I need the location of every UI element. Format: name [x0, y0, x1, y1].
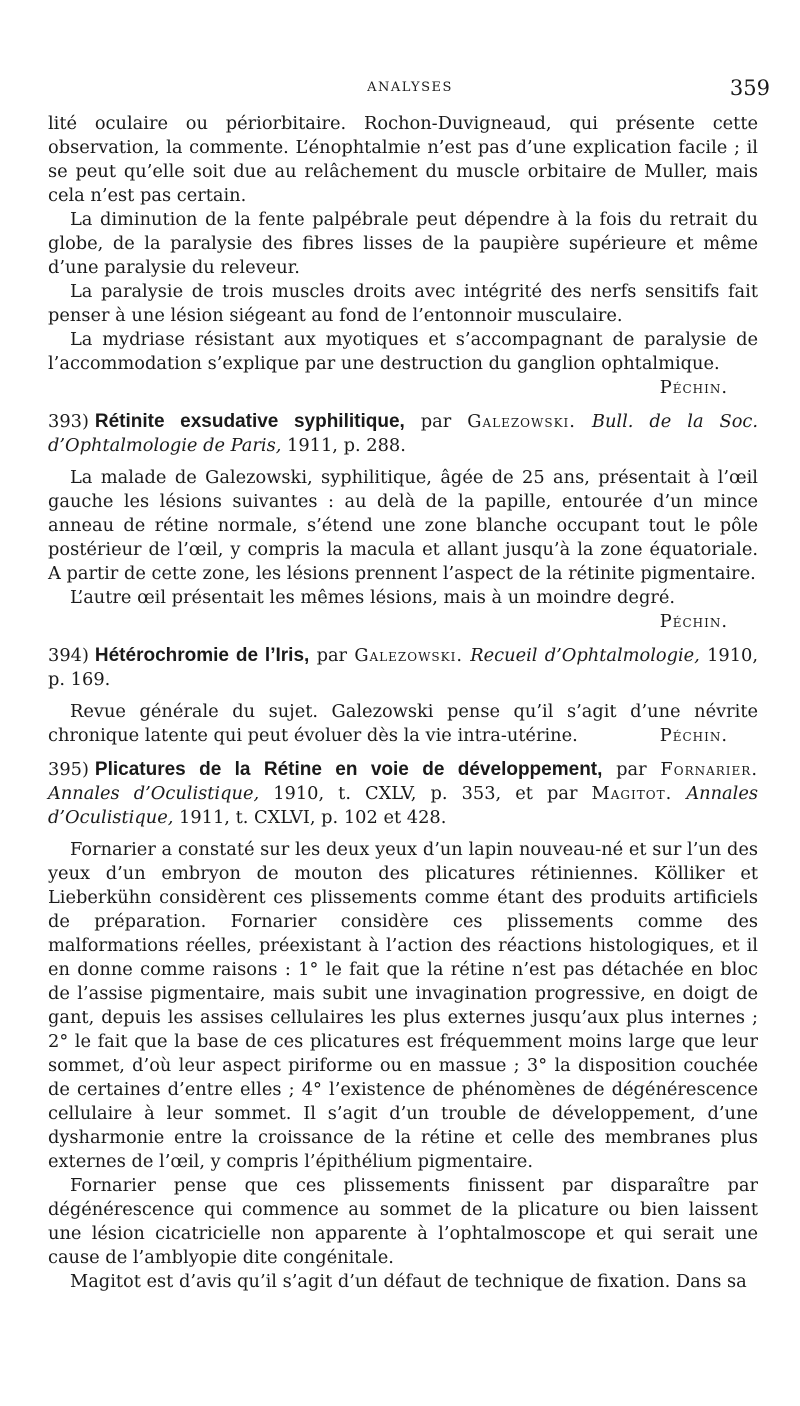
page-number: 359 — [729, 76, 770, 100]
paragraph: La diminution de la fente palpébrale peut dépendre à la fois du retrait du globe, de la paralysie des fibres lisses de la paupière supérieure et même d’une paralysie du releveur. — [48, 209, 758, 278]
entry-393 — [48, 410, 758, 634]
signature: Péchin. — [659, 725, 728, 746]
entry-source: Recueil d’Ophtalmologie, — [470, 645, 700, 666]
entry-number: 393) — [48, 411, 89, 432]
entry-heading — [48, 644, 758, 692]
entry-by: par — [420, 411, 452, 432]
entry-author: Fornarier. — [660, 759, 758, 780]
paragraph — [48, 700, 758, 748]
entry-source-2: Annales d’Oculistique, — [48, 783, 758, 828]
paragraph-text: Revue générale du sujet. Galezowski pense qu’il s’agit d’une névrite chronique latente qui peut évoluer dès la vie intra-utérine. — [48, 701, 758, 746]
entry-number: 395) — [48, 759, 89, 780]
text-column — [48, 112, 758, 1294]
entry-title: Rétinite exsudative syphilitique, — [94, 411, 405, 432]
paragraph: Fornarier pense que ces plissements finissent par disparaître par dégénérescence qui commence au sommet de la plicature ou bien laissent une lésion cicatricielle non apparente à l’ophtalmoscope et qui serait une cause de l’amblyopie dite congénitale. — [48, 1175, 758, 1268]
entry-by: par — [316, 645, 348, 666]
entry-author: Galezowski. — [467, 411, 576, 432]
entry-source-tail: 1911, p. 288. — [287, 435, 406, 456]
paragraph: Fornarier a constaté sur les deux yeux d’un lapin nouveau-né et sur l’un des yeux d’un embryon de mouton des plicatures rétiniennes. Kölliker et Lieberkühn considèrent ces plissements comme étant des produits artificiels de préparation. Fornarier considère ces plissements comme des malformations réelles, préexistant à l’action des réactions histologiques, et il en donne comme raisons : 1° le fait que la rétine n’est pas détachée en bloc de l’assise pigmentaire, mais subit une invagination progressive, en doigt de gant, depuis les assises cellulaires les plus externes jusqu’aux plus internes ; 2° le fait que la base de ces plicatures est fréquemment moins large que leur sommet, d’où leur aspect piriforme ou en massue ; 3° la disposition couchée de certaines d’entre elles ; 4° l’existence de phénomènes de dégénérescence cellulaire à leur sommet. Il s’agit d’un trouble de développement, d’une dysharmonie entre la croissance de la rétine et celle des membranes plus externes de l’œil, y compris l’épithélium pigmentaire. — [48, 839, 758, 1172]
paragraph: La mydriase résistant aux myotiques et s’accompagnant de paralysie de l’accommodation s’explique par une destruction du ganglion ophtalmique. — [48, 329, 758, 374]
entry-heading — [48, 758, 758, 830]
paragraph: La malade de Galezowski, syphilitique, âgée de 25 ans, présentait à l’œil gauche les lésions suivantes : au delà de la papille, entourée d’un mince anneau de rétine normale, s’étend une zone blanche occupant tout le pôle postérieur de l’œil, y compris la macula et allant jusqu’à la zone équatoriale. A partir de cette zone, les lésions prennent l’aspect de la rétinite pigmentaire. — [48, 467, 758, 584]
entry-title: Hétérochromie de l’Iris, — [94, 645, 310, 666]
paragraph: Magitot est d’avis qu’il s’agit d’un défaut de technique de fixation. Dans sa — [70, 1271, 747, 1292]
entry-author: Galezowski. — [354, 645, 463, 666]
page-header — [50, 76, 770, 110]
entry-source: Bull. de la Soc. d’Ophtalmologie de Paris, — [48, 411, 759, 456]
entry-source: Annales d’Oculistique, — [48, 783, 260, 804]
entry-source-2-tail: 1911, t. CXLVI, p. 102 et 428. — [179, 807, 447, 828]
entry-by: par — [616, 759, 647, 780]
entry-394 — [48, 644, 758, 748]
entry-number: 394) — [48, 645, 89, 666]
signature: Péchin. — [659, 611, 728, 632]
entry-heading — [48, 410, 758, 458]
signature: Péchin. — [659, 377, 728, 398]
running-title: ANALYSES — [367, 80, 453, 95]
entry-395 — [48, 758, 758, 1294]
entry-source-tail: 1910, t. CXLV, p. 353, et par — [273, 783, 578, 804]
entry-title: Plicatures de la Rétine en voie de développement, — [94, 759, 603, 780]
paragraph: L’autre œil présentait les mêmes lésions, mais à un moindre degré. — [70, 587, 676, 608]
paragraph: La paralysie de trois muscles droits avec intégrité des nerfs sensitifs fait penser à une lésion siégeant au fond de l’entonnoir musculaire. — [48, 281, 758, 326]
paragraph: lité oculaire ou périorbitaire. Rochon-Duvigneaud, qui présente cette observation, la commente. L’énophtalmie n’est pas d’une explication facile ; il se peut qu’elle soit due au relâchement du muscle orbitaire de Muller, mais cela n’est pas certain. — [48, 113, 758, 206]
entry-source-tail: 1910, p. 169. — [48, 645, 758, 690]
entry-author-2: Magitot. — [591, 783, 673, 804]
